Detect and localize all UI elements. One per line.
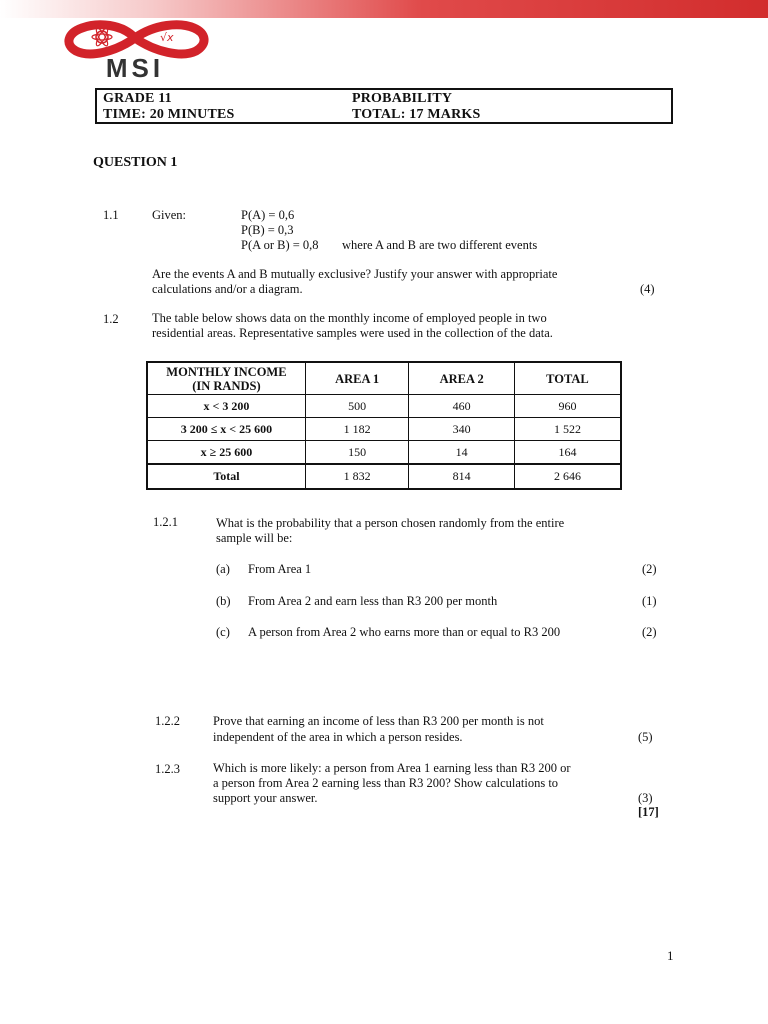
cell-area-2: 460 [409, 395, 515, 418]
q1-2-3-line3: support your answer. [213, 791, 318, 805]
q1-1-given: Given: [152, 208, 187, 222]
table-row [147, 418, 621, 441]
part-a-letter: (a) [216, 562, 230, 576]
header-total: TOTAL [514, 362, 621, 395]
svg-text:√x: √x [160, 31, 174, 44]
cell-area-2: 14 [409, 441, 515, 465]
table-header-row [147, 362, 621, 395]
part-a-marks: (2) [642, 562, 657, 576]
q1-2-2-line1: Prove that earning an income of less than R3 200 per month is not [213, 714, 544, 728]
row-label: x < 3 200 [147, 395, 305, 418]
header-area-1: AREA 1 [305, 362, 409, 395]
cell-area-1: 150 [305, 441, 409, 465]
q1-1-pa: P(A) = 0,6 [241, 208, 295, 222]
row-label: x ≥ 25 600 [147, 441, 305, 465]
q1-2-1-number: 1.2.1 [153, 515, 178, 529]
cell-area-1: 1 182 [305, 418, 409, 441]
q1-1-where: where A and B are two different events [342, 238, 538, 252]
q1-2-2-number: 1.2.2 [155, 714, 180, 728]
q1-2-line1: The table below shows data on the monthly income of employed people in two [152, 311, 547, 325]
q1-1-paorb: P(A or B) = 0,8 [241, 238, 319, 252]
subject-label: PROBABILITY [352, 91, 453, 106]
q1-2-3-line2: a person from Area 2 earning less than R3 200? Show calculations to [213, 776, 559, 790]
part-b-marks: (1) [642, 594, 657, 608]
table-total-row [147, 464, 621, 489]
grade-label: GRADE 11 [103, 91, 172, 106]
part-c-text: A person from Area 2 who earns more than or equal to R3 200 [248, 625, 561, 639]
cell-total: 164 [514, 441, 621, 465]
cell-total: 1 522 [514, 418, 621, 441]
q1-1-marks: (4) [640, 282, 655, 296]
q1-1-line1: Are the events A and B mutually exclusive? Justify your answer with appropriate [152, 267, 558, 281]
q1-2-2-marks: (5) [638, 730, 653, 744]
q1-2-3-marks: (3) [638, 791, 653, 805]
q1-2-3-number: 1.2.3 [155, 762, 180, 776]
header-monthly-income: MONTHLY INCOME (IN RANDS) [147, 362, 305, 395]
q1-2-line2: residential areas. Representative samples were used in the collection of the data. [152, 326, 553, 340]
cell-total: 960 [514, 395, 621, 418]
q1-2-2-line2: independent of the area in which a person resides. [213, 730, 463, 744]
q1-1-pb: P(B) = 0,3 [241, 223, 294, 237]
q1-1-number: 1.1 [103, 208, 119, 222]
msi-logo [60, 18, 210, 80]
cell-area-1: 500 [305, 395, 409, 418]
q1-2-1-line1: What is the probability that a person chosen randomly from the entire [216, 516, 565, 530]
table-row [147, 441, 621, 465]
question-total-marks: [17] [638, 805, 659, 819]
total-marks-label: TOTAL: 17 MARKS [352, 107, 481, 122]
part-b-text: From Area 2 and earn less than R3 200 per month [248, 594, 498, 608]
part-a-text: From Area 1 [248, 562, 312, 576]
row-label: 3 200 ≤ x < 25 600 [147, 418, 305, 441]
page-number: 1 [667, 948, 674, 963]
cell-area-2: 814 [409, 464, 515, 489]
exam-header-box [95, 88, 673, 124]
cell-total: 2 646 [514, 464, 621, 489]
header-area-2: AREA 2 [409, 362, 515, 395]
svg-text:MSI: MSI [105, 53, 165, 80]
part-b-letter: (b) [216, 594, 231, 608]
q1-2-1-line2: sample will be: [216, 531, 293, 545]
q1-2-3-line1: Which is more likely: a person from Area 1 earning less than R3 200 or [213, 761, 571, 775]
cell-area-1: 1 832 [305, 464, 409, 489]
q1-2-number: 1.2 [103, 312, 119, 326]
infinity-logo-icon [60, 18, 210, 80]
cell-area-2: 340 [409, 418, 515, 441]
q1-1-line2: calculations and/or a diagram. [152, 282, 303, 296]
table-row [147, 395, 621, 418]
top-banner [0, 0, 768, 18]
time-label: TIME: 20 MINUTES [103, 107, 235, 122]
question-title: QUESTION 1 [93, 155, 178, 170]
part-c-marks: (2) [642, 625, 657, 639]
row-label: Total [147, 464, 305, 489]
part-c-letter: (c) [216, 625, 230, 639]
income-table [146, 361, 622, 490]
